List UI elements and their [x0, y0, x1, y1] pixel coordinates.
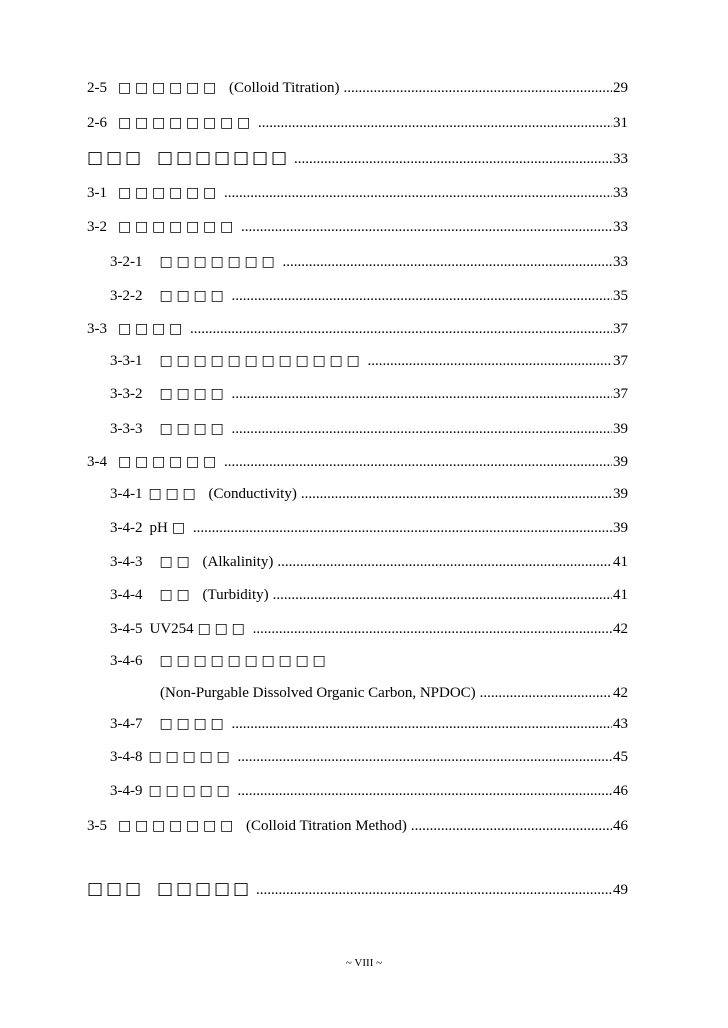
toc-entry-number: 3-3-2	[110, 386, 143, 402]
toc-entry-number: 3-4-2	[110, 520, 143, 536]
title-glyph: □	[152, 80, 166, 96]
toc-entry-title	[160, 352, 364, 370]
toc-entry-prefix: pH	[149, 520, 168, 536]
title-glyph: □	[182, 783, 196, 799]
title-glyph: □	[169, 115, 183, 131]
dot-leader	[238, 748, 613, 766]
toc-entry-page: 39	[613, 520, 628, 536]
title-glyph: □	[220, 219, 234, 235]
title-glyph: □	[346, 353, 360, 369]
dot-leader	[224, 184, 612, 202]
toc-entry-title	[149, 748, 234, 766]
toc-entry-title	[198, 620, 249, 638]
title-glyph: □	[118, 454, 132, 470]
title-glyph: □	[193, 386, 207, 402]
title-glyph: □	[106, 879, 123, 899]
dot-leader	[232, 385, 613, 403]
title-glyph: □	[210, 386, 224, 402]
title-glyph: □	[152, 185, 166, 201]
title-glyph: □	[193, 353, 207, 369]
toc-entry	[110, 385, 628, 403]
toc-entry-number: 3-4-5	[110, 621, 143, 637]
dot-leader	[224, 453, 612, 471]
toc-entry-title	[118, 817, 237, 835]
toc-entry	[87, 320, 628, 338]
dot-leader	[283, 253, 613, 271]
chapter-number	[87, 880, 144, 898]
title-glyph: □	[152, 115, 166, 131]
title-glyph: □	[195, 879, 212, 899]
title-glyph: □	[169, 80, 183, 96]
title-glyph: □	[195, 148, 212, 168]
toc-entry-title	[160, 385, 228, 403]
title-glyph: □	[106, 148, 123, 168]
title-glyph: □	[329, 353, 343, 369]
dot-leader	[480, 684, 612, 702]
page-number-footer: ~ VIII ~	[345, 957, 383, 969]
toc-entry	[110, 652, 628, 670]
title-glyph: □	[244, 653, 258, 669]
title-glyph: □	[186, 185, 200, 201]
toc-entry-page: 31	[613, 115, 628, 131]
dot-leader	[193, 519, 612, 537]
toc-entry-page: 39	[613, 486, 628, 502]
toc-entry-number: 3-3	[87, 321, 107, 337]
toc-entry-prefix: UV254	[149, 621, 194, 637]
dot-leader	[232, 420, 613, 438]
toc-entry-number: 3-5	[87, 818, 107, 834]
toc-entry-page: 37	[613, 386, 628, 402]
toc-entry-page: 37	[613, 321, 628, 337]
title-glyph: □	[135, 818, 149, 834]
toc-entry-page: 41	[613, 554, 628, 570]
toc-entry-title	[160, 287, 228, 305]
title-glyph: □	[165, 486, 179, 502]
toc-entry-number: 3-4-9	[110, 783, 143, 799]
title-glyph: □	[118, 185, 132, 201]
toc-entry-page: 41	[613, 587, 628, 603]
toc-entry-number: 3-4-3	[110, 554, 143, 570]
title-glyph: □	[152, 219, 166, 235]
title-glyph: □	[203, 185, 217, 201]
title-glyph: □	[312, 353, 326, 369]
toc-entry-title	[118, 114, 254, 132]
toc-entry-title	[118, 79, 220, 97]
toc-entry-number: 3-4-7	[110, 716, 143, 732]
toc-entry-page: 37	[613, 353, 628, 369]
toc-entry-number: 3-4-4	[110, 587, 143, 603]
title-glyph: □	[186, 115, 200, 131]
title-glyph: □	[87, 879, 104, 899]
toc-chapter-heading	[87, 880, 628, 898]
dot-leader	[277, 553, 612, 571]
toc-entry-title	[160, 553, 194, 571]
toc-entry-english-title: (Non-Purgable Dissolved Organic Carbon, NPDOC)	[160, 685, 476, 701]
title-glyph: □	[176, 386, 190, 402]
title-glyph: □	[197, 621, 211, 637]
toc-entry	[87, 218, 628, 236]
toc-entry	[87, 453, 628, 471]
toc-entry-page: 42	[613, 685, 628, 701]
dot-leader	[232, 287, 613, 305]
toc-chapter-heading	[87, 149, 628, 167]
title-glyph: □	[203, 115, 217, 131]
title-glyph: □	[233, 879, 250, 899]
toc-entry-page: 45	[613, 749, 628, 765]
chapter-title	[157, 880, 252, 898]
toc-entry-number: 2-6	[87, 115, 107, 131]
title-glyph: □	[148, 486, 162, 502]
toc-entry-title	[160, 652, 330, 670]
toc-entry-number: 3-3-1	[110, 353, 143, 369]
title-glyph: □	[169, 219, 183, 235]
title-glyph: □	[216, 783, 230, 799]
title-glyph: □	[176, 353, 190, 369]
title-glyph: □	[252, 148, 269, 168]
toc-entry	[110, 748, 628, 766]
title-glyph: □	[159, 254, 173, 270]
toc-entry-english-title: (Turbidity)	[202, 587, 269, 603]
toc-entry-page: 42	[613, 621, 628, 637]
toc-entry-number: 3-2-1	[110, 254, 143, 270]
title-glyph: □	[227, 254, 241, 270]
toc-entry-page: 46	[613, 783, 628, 799]
toc-entry-number: 3-4-6	[110, 653, 143, 669]
title-glyph: □	[271, 148, 288, 168]
toc-entry-number: 3-4	[87, 454, 107, 470]
toc-entry-page: 29	[613, 80, 628, 96]
title-glyph: □	[135, 321, 149, 337]
title-glyph: □	[118, 321, 132, 337]
title-glyph: □	[171, 520, 186, 536]
title-glyph: □	[278, 353, 292, 369]
toc-entry-page: 33	[613, 254, 628, 270]
toc-entry-number: 3-4-8	[110, 749, 143, 765]
title-glyph: □	[210, 653, 224, 669]
title-glyph: □	[312, 653, 326, 669]
toc-entry-number: 3-2	[87, 219, 107, 235]
title-glyph: □	[176, 587, 190, 603]
toc-entry-page: 43	[613, 716, 628, 732]
title-glyph: □	[159, 421, 173, 437]
title-glyph: □	[186, 219, 200, 235]
dot-leader	[294, 150, 612, 168]
toc-entry-title	[160, 586, 194, 604]
toc-entry-number: 3-2-2	[110, 288, 143, 304]
title-glyph: □	[210, 288, 224, 304]
title-glyph: □	[203, 454, 217, 470]
toc-entry-page: 35	[613, 288, 628, 304]
title-glyph: □	[165, 749, 179, 765]
toc-entry-page: 46	[613, 818, 628, 834]
title-glyph: □	[176, 254, 190, 270]
title-glyph: □	[165, 783, 179, 799]
title-glyph: □	[152, 321, 166, 337]
toc-entry-page: 33	[613, 185, 628, 201]
title-glyph: □	[152, 818, 166, 834]
toc-entry-title	[118, 184, 220, 202]
title-glyph: □	[176, 879, 193, 899]
title-glyph: □	[210, 353, 224, 369]
title-glyph: □	[295, 353, 309, 369]
title-glyph: □	[135, 185, 149, 201]
toc-entry-english-title: (Alkalinity)	[202, 554, 274, 570]
title-glyph: □	[159, 554, 173, 570]
toc-entry	[110, 782, 628, 800]
toc-entry	[110, 586, 628, 604]
title-glyph: □	[182, 749, 196, 765]
title-glyph: □	[203, 80, 217, 96]
title-glyph: □	[193, 653, 207, 669]
toc-entry-title	[118, 320, 186, 338]
toc-entry-title	[118, 453, 220, 471]
title-glyph: □	[169, 818, 183, 834]
toc-entry-number: 3-1	[87, 185, 107, 201]
title-glyph: □	[176, 421, 190, 437]
title-glyph: □	[135, 454, 149, 470]
title-glyph: □	[118, 115, 132, 131]
title-glyph: □	[176, 554, 190, 570]
toc-entry-title	[160, 715, 228, 733]
title-glyph: □	[118, 818, 132, 834]
toc-entry-title	[160, 253, 279, 271]
title-glyph: □	[227, 653, 241, 669]
dot-leader	[411, 817, 612, 835]
title-glyph: □	[169, 185, 183, 201]
title-glyph: □	[125, 879, 142, 899]
title-glyph: □	[152, 454, 166, 470]
title-glyph: □	[186, 454, 200, 470]
title-glyph: □	[125, 148, 142, 168]
title-glyph: □	[233, 148, 250, 168]
title-glyph: □	[210, 716, 224, 732]
title-glyph: □	[231, 621, 245, 637]
toc-entry	[110, 253, 628, 271]
toc-entry-continuation	[160, 684, 628, 702]
toc-entry-page: 33	[613, 219, 628, 235]
toc-entry	[110, 553, 628, 571]
title-glyph: □	[159, 653, 173, 669]
title-glyph: □	[216, 749, 230, 765]
title-glyph: □	[214, 879, 231, 899]
toc-entry	[87, 817, 628, 835]
dot-leader	[253, 620, 612, 638]
title-glyph: □	[193, 288, 207, 304]
dot-leader	[256, 881, 612, 899]
title-glyph: □	[157, 879, 174, 899]
toc-entry	[110, 620, 628, 638]
toc-entry-title	[172, 519, 189, 537]
title-glyph: □	[295, 653, 309, 669]
toc-entry-page: 39	[613, 421, 628, 437]
toc-entry	[110, 519, 628, 537]
dot-leader	[241, 218, 612, 236]
title-glyph: □	[169, 321, 183, 337]
chapter-title	[157, 149, 290, 167]
title-glyph: □	[193, 254, 207, 270]
toc-entry	[110, 420, 628, 438]
title-glyph: □	[261, 653, 275, 669]
toc-entry	[87, 79, 628, 97]
title-glyph: □	[199, 783, 213, 799]
dot-leader	[232, 715, 613, 733]
title-glyph: □	[159, 288, 173, 304]
title-glyph: □	[159, 353, 173, 369]
title-glyph: □	[214, 621, 228, 637]
title-glyph: □	[203, 818, 217, 834]
title-glyph: □	[227, 353, 241, 369]
title-glyph: □	[176, 148, 193, 168]
title-glyph: □	[135, 115, 149, 131]
title-glyph: □	[148, 783, 162, 799]
title-glyph: □	[199, 749, 213, 765]
toc-entry-number: 3-3-3	[110, 421, 143, 437]
title-glyph: □	[176, 716, 190, 732]
title-glyph: □	[220, 818, 234, 834]
toc-entry-english-title: (Colloid Titration Method)	[246, 818, 407, 834]
title-glyph: □	[193, 716, 207, 732]
toc-entry	[110, 715, 628, 733]
title-glyph: □	[148, 749, 162, 765]
title-glyph: □	[261, 254, 275, 270]
title-glyph: □	[203, 219, 217, 235]
dot-leader	[238, 782, 613, 800]
title-glyph: □	[237, 115, 251, 131]
toc-entry-page: 33	[613, 151, 628, 167]
title-glyph: □	[186, 818, 200, 834]
title-glyph: □	[186, 80, 200, 96]
title-glyph: □	[135, 80, 149, 96]
title-glyph: □	[214, 148, 231, 168]
toc-entry-title	[160, 420, 228, 438]
dot-leader	[273, 586, 612, 604]
title-glyph: □	[159, 386, 173, 402]
toc-entry-number: 2-5	[87, 80, 107, 96]
toc-entry	[87, 184, 628, 202]
title-glyph: □	[176, 288, 190, 304]
title-glyph: □	[87, 148, 104, 168]
dot-leader	[190, 320, 612, 338]
title-glyph: □	[159, 716, 173, 732]
toc-entry-page: 49	[613, 882, 628, 898]
title-glyph: □	[118, 219, 132, 235]
toc-entry-page: 39	[613, 454, 628, 470]
dot-leader	[301, 485, 612, 503]
toc-entry-english-title: (Conductivity)	[208, 486, 297, 502]
title-glyph: □	[210, 421, 224, 437]
title-glyph: □	[118, 80, 132, 96]
title-glyph: □	[220, 115, 234, 131]
dot-leader	[343, 79, 612, 97]
toc-entry	[87, 114, 628, 132]
toc-entry	[110, 485, 628, 503]
title-glyph: □	[210, 254, 224, 270]
title-glyph: □	[261, 353, 275, 369]
dot-leader	[258, 114, 612, 132]
title-glyph: □	[193, 421, 207, 437]
title-glyph: □	[244, 254, 258, 270]
toc-entry-title	[149, 782, 234, 800]
title-glyph: □	[159, 587, 173, 603]
toc-entry-english-title: (Colloid Titration)	[229, 80, 340, 96]
toc-entry	[110, 287, 628, 305]
title-glyph: □	[135, 219, 149, 235]
title-glyph: □	[157, 148, 174, 168]
chapter-number	[87, 149, 144, 167]
title-glyph: □	[176, 653, 190, 669]
title-glyph: □	[169, 454, 183, 470]
toc-entry	[110, 352, 628, 370]
dot-leader	[368, 352, 613, 370]
title-glyph: □	[278, 653, 292, 669]
toc-entry-title	[149, 485, 200, 503]
title-glyph: □	[244, 353, 258, 369]
title-glyph: □	[182, 486, 196, 502]
toc-entry-title	[118, 218, 237, 236]
toc-entry-number: 3-4-1	[110, 486, 143, 502]
